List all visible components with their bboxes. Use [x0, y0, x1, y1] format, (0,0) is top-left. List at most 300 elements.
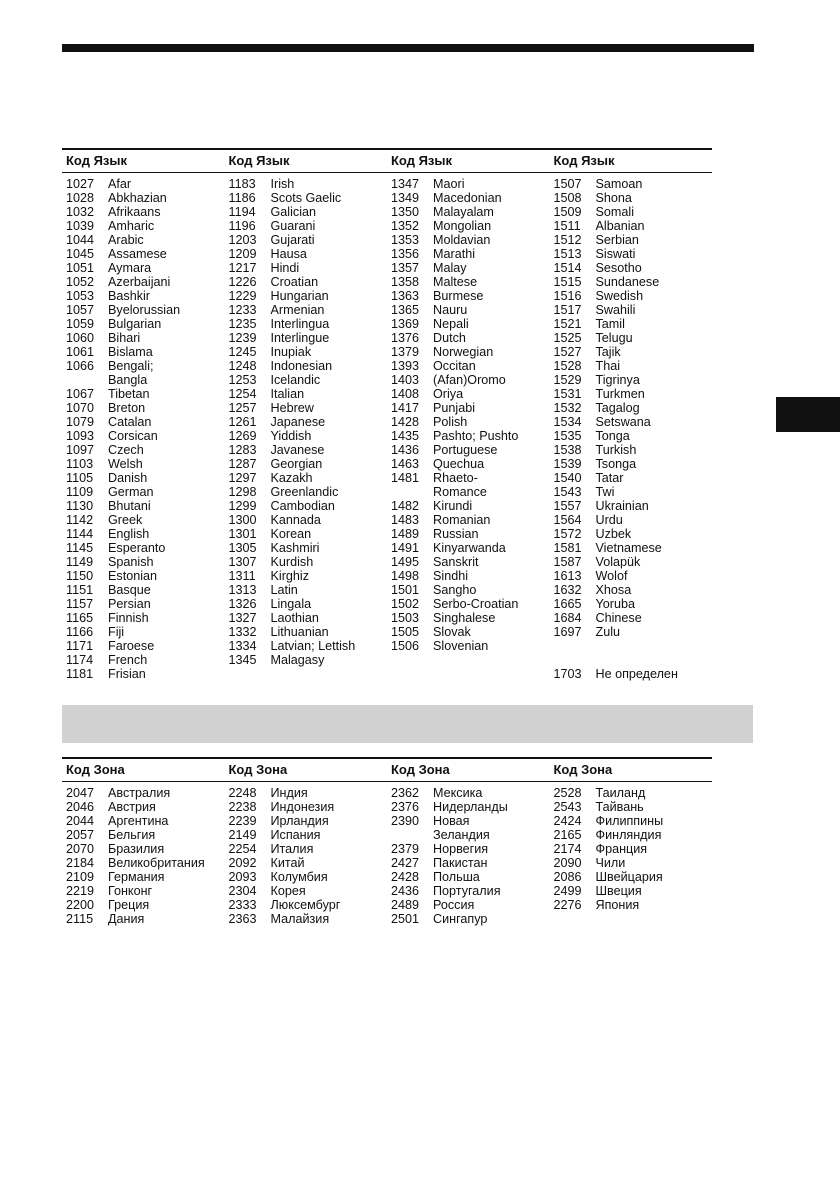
name-cell: Lithuanian	[270, 625, 329, 639]
table-row	[62, 499, 225, 513]
table-column	[225, 177, 388, 681]
code-cell: 1283	[228, 443, 257, 457]
code-cell: 1203	[228, 233, 257, 247]
name-cell: Korean	[270, 527, 312, 541]
table-row	[387, 898, 550, 912]
table-row	[387, 814, 550, 828]
name-cell: Galician	[270, 205, 316, 219]
code-cell: 1506	[391, 639, 420, 653]
name-cell: Аргентина	[108, 814, 169, 828]
code-cell: 1079	[66, 415, 95, 429]
code-cell: 1039	[66, 219, 95, 233]
name-cell: Telugu	[595, 331, 633, 345]
name-cell: Kashmiri	[270, 541, 320, 555]
table-row	[387, 289, 550, 303]
table-row	[62, 828, 225, 842]
code-cell: 1151	[66, 583, 94, 597]
name-cell: Spanish	[108, 555, 154, 569]
name-cell: Fiji	[108, 625, 125, 639]
table-row	[225, 800, 388, 814]
code-cell: 1521	[553, 317, 582, 331]
table-row	[387, 205, 550, 219]
name-cell: Великобритания	[108, 856, 205, 870]
code-cell: 2200	[66, 898, 95, 912]
code-cell: 1287	[228, 457, 257, 471]
table-row	[550, 583, 713, 597]
code-cell: 1572	[553, 527, 582, 541]
table-row	[225, 555, 388, 569]
code-cell: 1311	[228, 569, 256, 583]
name-cell: Hindi	[270, 261, 300, 275]
code-cell: 1512	[553, 233, 582, 247]
code-cell: 2333	[228, 898, 257, 912]
code-cell: 1305	[228, 541, 257, 555]
code-cell: 1505	[391, 625, 420, 639]
table-row	[225, 219, 388, 233]
table-row	[387, 541, 550, 555]
name-cell: Мексика	[433, 786, 483, 800]
name-cell: Afrikaans	[108, 205, 161, 219]
table-column	[225, 786, 388, 926]
code-cell: 1070	[66, 401, 95, 415]
code-cell: 1027	[66, 177, 95, 191]
name-cell: Polish	[433, 415, 468, 429]
name-cell: Yiddish	[270, 429, 312, 443]
name-cell: Greenlandic	[270, 485, 339, 499]
name-cell: Russian	[433, 527, 479, 541]
table-row	[550, 625, 713, 639]
code-cell: 1103	[66, 457, 94, 471]
name-cell: Норвегия	[433, 842, 489, 856]
code-cell: 1157	[66, 597, 94, 611]
table-row	[62, 527, 225, 541]
name-cell: Япония	[595, 898, 640, 912]
code-cell: 2304	[228, 884, 257, 898]
name-cell: Serbo-Croatian	[433, 597, 519, 611]
name-cell: Bislama	[108, 345, 153, 359]
table-row	[225, 345, 388, 359]
table-row	[550, 828, 713, 842]
code-cell: 1181	[66, 667, 94, 681]
table-row	[387, 555, 550, 569]
name-cell: Малайзия	[270, 912, 330, 926]
code-cell: 1376	[391, 331, 420, 345]
code-cell: 1528	[553, 359, 582, 373]
name-cell: Swedish	[595, 289, 644, 303]
name-cell: Macedonian	[433, 191, 502, 205]
code-cell: 1332	[228, 625, 257, 639]
name-cell: Estonian	[108, 569, 158, 583]
table-row	[225, 331, 388, 345]
name-cell: Arabic	[108, 233, 144, 247]
name-cell: Германия	[108, 870, 165, 884]
name-cell: Somali	[595, 205, 634, 219]
name-cell: Португалия	[433, 884, 501, 898]
column-header: Код Зона	[228, 762, 288, 777]
name-cell: Faroese	[108, 639, 155, 653]
code-cell: 1174	[66, 653, 94, 667]
code-cell: 1194	[228, 205, 256, 219]
table-row	[550, 275, 713, 289]
name-cell: Tibetan	[108, 387, 150, 401]
code-cell: 2046	[66, 800, 95, 814]
code-cell: 1248	[228, 359, 257, 373]
name-cell: Malayalam	[433, 205, 494, 219]
code-cell: 2184	[66, 856, 95, 870]
name-cell: Kirghiz	[270, 569, 309, 583]
code-cell: 2149	[228, 828, 257, 842]
table-row	[550, 814, 713, 828]
code-cell: 2093	[228, 870, 257, 884]
table-row	[550, 667, 713, 681]
table-row	[62, 800, 225, 814]
code-cell: 1581	[553, 541, 582, 555]
code-cell	[550, 653, 596, 667]
code-cell: 1525	[553, 331, 582, 345]
table-row	[550, 429, 713, 443]
code-cell: 1483	[391, 513, 420, 527]
name-cell: Bihari	[108, 331, 141, 345]
code-cell: 1059	[66, 317, 95, 331]
code-cell: 2499	[553, 884, 582, 898]
code-cell: 1093	[66, 429, 95, 443]
name-cell: Sindhi	[433, 569, 469, 583]
code-cell: 1261	[228, 415, 257, 429]
table-row	[225, 401, 388, 415]
table-row	[62, 289, 225, 303]
code-cell: 2090	[553, 856, 582, 870]
table-row	[387, 233, 550, 247]
code-cell: 1436	[391, 443, 420, 457]
table-row	[387, 856, 550, 870]
name-cell: Gujarati	[270, 233, 315, 247]
table-row	[550, 842, 713, 856]
name-cell: Breton	[108, 401, 146, 415]
name-cell: Wolof	[595, 569, 628, 583]
name-cell: Bangla	[108, 373, 148, 387]
table-row	[387, 485, 550, 499]
name-cell	[596, 639, 713, 653]
name-cell: Nepali	[433, 317, 469, 331]
code-cell: 1066	[66, 359, 95, 373]
table-row	[387, 457, 550, 471]
name-cell: Ирландия	[270, 814, 329, 828]
code-cell: 1028	[66, 191, 95, 205]
name-cell: Корея	[270, 884, 306, 898]
name-cell: Новая	[433, 814, 470, 828]
code-cell	[62, 373, 108, 387]
table-row	[62, 842, 225, 856]
name-cell: Колумбия	[270, 870, 328, 884]
code-cell: 1513	[553, 247, 582, 261]
code-cell: 2427	[391, 856, 420, 870]
table-row	[225, 842, 388, 856]
name-cell: Maltese	[433, 275, 478, 289]
code-cell: 1307	[228, 555, 257, 569]
code-cell: 1130	[66, 499, 94, 513]
code-cell: 1417	[391, 401, 420, 415]
name-cell: German	[108, 485, 154, 499]
code-cell: 1239	[228, 331, 257, 345]
table-row	[550, 443, 713, 457]
code-cell: 1166	[66, 625, 94, 639]
code-cell: 1060	[66, 331, 95, 345]
name-cell: Тайвань	[595, 800, 644, 814]
name-cell: Kinyarwanda	[433, 541, 506, 555]
table-row	[387, 597, 550, 611]
name-cell: Guarani	[270, 219, 316, 233]
table-row	[62, 177, 225, 191]
table-row	[387, 247, 550, 261]
name-cell: Hebrew	[270, 401, 314, 415]
table-row	[225, 499, 388, 513]
table-row	[387, 611, 550, 625]
code-cell: 1540	[553, 471, 582, 485]
table-row	[387, 303, 550, 317]
table-row	[550, 513, 713, 527]
name-cell: Bashkir	[108, 289, 150, 303]
table-row	[387, 569, 550, 583]
table-row	[550, 786, 713, 800]
table-row	[550, 597, 713, 611]
table-row	[225, 513, 388, 527]
table-row	[62, 555, 225, 569]
table-row	[62, 387, 225, 401]
name-cell: Javanese	[270, 443, 325, 457]
name-cell: Danish	[108, 471, 148, 485]
area-code-table	[62, 757, 712, 926]
code-cell: 1235	[228, 317, 257, 331]
table-row	[387, 359, 550, 373]
table-row	[550, 359, 713, 373]
table-row	[62, 401, 225, 415]
table-row	[225, 639, 388, 653]
name-cell: Люксембург	[270, 898, 341, 912]
table-row	[387, 583, 550, 597]
name-cell: Австрия	[108, 800, 156, 814]
name-cell: Vietnamese	[595, 541, 662, 555]
table-row	[387, 429, 550, 443]
code-cell: 1703	[553, 667, 582, 681]
table-row	[225, 415, 388, 429]
code-cell: 1529	[553, 373, 582, 387]
name-cell: Kurdish	[270, 555, 314, 569]
code-cell: 1535	[553, 429, 582, 443]
code-cell: 1632	[553, 583, 582, 597]
column-header: Код Язык	[66, 153, 127, 168]
table-row	[62, 457, 225, 471]
table-row	[225, 912, 388, 926]
name-cell: Turkish	[595, 443, 637, 457]
code-cell	[387, 828, 433, 842]
language-code-table	[62, 148, 712, 681]
code-cell: 1534	[553, 415, 582, 429]
name-cell: Malay	[433, 261, 467, 275]
table-row	[387, 639, 550, 653]
code-cell: 2501	[391, 912, 420, 926]
code-cell: 1217	[228, 261, 257, 275]
name-cell: Mongolian	[433, 219, 492, 233]
name-cell: Cambodian	[270, 499, 335, 513]
table-row	[550, 856, 713, 870]
name-cell: Индонезия	[270, 800, 335, 814]
code-cell: 1613	[553, 569, 582, 583]
code-cell: 1183	[228, 177, 256, 191]
code-cell: 1489	[391, 527, 420, 541]
table-row	[62, 569, 225, 583]
table-row	[387, 912, 550, 926]
section-band	[62, 705, 753, 743]
name-cell: Австралия	[108, 786, 171, 800]
code-cell: 2047	[66, 786, 95, 800]
name-cell: Urdu	[595, 513, 623, 527]
name-cell: Interlingue	[270, 331, 330, 345]
code-cell: 1507	[553, 177, 582, 191]
code-cell: 1349	[391, 191, 420, 205]
name-cell: Пакистан	[433, 856, 488, 870]
table-row	[225, 387, 388, 401]
table-row	[550, 870, 713, 884]
table-row	[62, 275, 225, 289]
name-cell: Basque	[108, 583, 151, 597]
name-cell: Hungarian	[270, 289, 329, 303]
name-cell: Setswana	[595, 415, 651, 429]
table-row	[62, 583, 225, 597]
top-rule	[62, 44, 754, 52]
code-cell: 2276	[553, 898, 582, 912]
name-cell: Slovak	[433, 625, 471, 639]
name-cell: Scots Gaelic	[270, 191, 342, 205]
code-cell: 1233	[228, 303, 257, 317]
code-cell: 1365	[391, 303, 420, 317]
code-cell: 1144	[66, 527, 94, 541]
name-cell: Abkhazian	[108, 191, 167, 205]
table-row	[62, 233, 225, 247]
code-cell: 1353	[391, 233, 420, 247]
table-row	[387, 275, 550, 289]
name-cell: Interlingua	[270, 317, 330, 331]
code-cell: 2070	[66, 842, 95, 856]
table-row	[62, 443, 225, 457]
name-cell: Catalan	[108, 415, 152, 429]
table-row	[225, 856, 388, 870]
code-cell: 2219	[66, 884, 95, 898]
table-row	[62, 513, 225, 527]
table-column	[62, 786, 225, 926]
name-cell: Tajik	[595, 345, 621, 359]
name-cell: Volapük	[595, 555, 641, 569]
name-cell: Pashto; Pushto	[433, 429, 519, 443]
code-cell: 1502	[391, 597, 420, 611]
code-cell: 1539	[553, 457, 582, 471]
code-cell: 1044	[66, 233, 95, 247]
table-row	[550, 219, 713, 233]
name-cell: Tamil	[595, 317, 625, 331]
code-cell: 1363	[391, 289, 420, 303]
name-cell: English	[108, 527, 150, 541]
name-cell: Italian	[270, 387, 305, 401]
column-header: Код Зона	[66, 762, 125, 777]
table-row	[550, 485, 713, 499]
table-row	[550, 555, 713, 569]
code-cell: 1057	[66, 303, 95, 317]
name-cell: Azerbaijani	[108, 275, 171, 289]
name-cell: Nauru	[433, 303, 468, 317]
name-cell: Irish	[270, 177, 295, 191]
name-cell: Бразилия	[108, 842, 165, 856]
name-cell: Швейцария	[595, 870, 663, 884]
code-cell: 2238	[228, 800, 257, 814]
name-cell: Portuguese	[433, 443, 498, 457]
name-cell: Georgian	[270, 457, 323, 471]
code-cell: 1509	[553, 205, 582, 219]
column-header: Код Зона	[391, 762, 450, 777]
table-row	[550, 527, 713, 541]
name-cell: Не определен	[595, 667, 678, 681]
name-cell: Зеландия	[433, 828, 490, 842]
name-cell: Греция	[108, 898, 150, 912]
name-cell: Shona	[595, 191, 632, 205]
table-row	[550, 177, 713, 191]
table-header	[62, 759, 712, 781]
table-body	[62, 782, 712, 926]
table-row	[62, 471, 225, 485]
code-cell: 1347	[391, 177, 420, 191]
table-row	[62, 898, 225, 912]
table-row	[387, 625, 550, 639]
table-row	[225, 317, 388, 331]
code-cell: 1186	[228, 191, 256, 205]
table-row	[550, 898, 713, 912]
table-row	[387, 261, 550, 275]
code-cell: 1299	[228, 499, 257, 513]
table-row	[62, 786, 225, 800]
name-cell: Slovenian	[433, 639, 489, 653]
code-cell: 1501	[391, 583, 420, 597]
name-cell: Maori	[433, 177, 465, 191]
name-cell: Chinese	[595, 611, 642, 625]
table-column	[387, 786, 550, 926]
column-header: Код Язык	[553, 153, 615, 168]
code-cell: 1301	[228, 527, 257, 541]
name-cell: Bulgarian	[108, 317, 162, 331]
table-row	[225, 289, 388, 303]
name-cell: Sesotho	[595, 261, 642, 275]
code-cell: 1357	[391, 261, 420, 275]
name-cell: Сингапур	[433, 912, 488, 926]
name-cell: Romanian	[433, 513, 491, 527]
table-row	[62, 653, 225, 667]
name-cell: Amharic	[108, 219, 155, 233]
table-row	[550, 884, 713, 898]
table-header	[62, 150, 712, 172]
table-row	[225, 247, 388, 261]
name-cell: Marathi	[433, 247, 475, 261]
name-cell: Hausa	[270, 247, 307, 261]
table-row	[225, 541, 388, 555]
table-row	[225, 611, 388, 625]
table-row	[550, 317, 713, 331]
table-row	[62, 541, 225, 555]
code-cell: 2044	[66, 814, 95, 828]
table-row	[225, 261, 388, 275]
table-row	[387, 317, 550, 331]
name-cell: Croatian	[270, 275, 319, 289]
table-row	[387, 828, 550, 842]
code-cell: 1196	[228, 219, 256, 233]
table-row	[62, 870, 225, 884]
name-cell: Bengali;	[108, 359, 154, 373]
